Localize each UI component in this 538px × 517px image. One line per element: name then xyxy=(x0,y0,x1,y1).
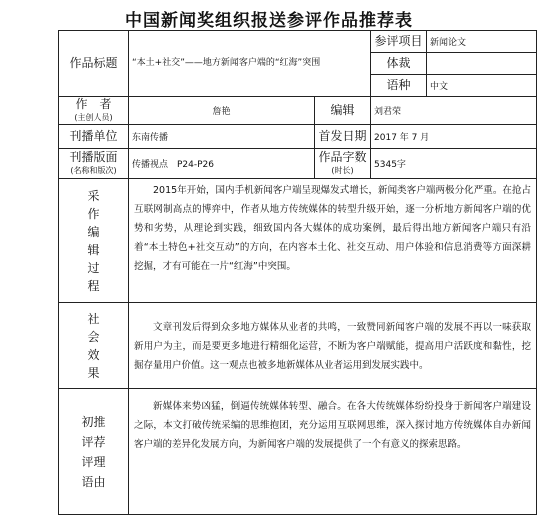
category-label: 参评项目 xyxy=(371,31,427,53)
category-value: 新闻论文 xyxy=(427,31,537,53)
first-date-label: 首发日期 xyxy=(315,125,371,149)
author-value: 詹艳 xyxy=(129,97,315,125)
effect-label-char: 社 xyxy=(87,311,100,326)
review-text: 新媒体来势凶猛，倒逼传统媒体转型、融合。在各大传统媒体纷纷投身于新闻客户端建设之际，本文打破传统采编的思维抱团，充分运用互联网思维，深入探讨地方传统媒体自办新闻客户端的差异化发展方向，为新闻客户端的发展提供了一个有意义的探索思路。 xyxy=(129,389,537,515)
language-value: 中文 xyxy=(427,75,537,97)
title-value: “本土+社交”——地方新闻客户端的“红海”突围 xyxy=(129,31,371,97)
review-label-line: 初推 xyxy=(81,414,106,429)
effect-label-char: 效 xyxy=(87,347,100,362)
effect-label-char: 果 xyxy=(87,365,100,380)
word-count-label: 作品字数 xyxy=(318,149,367,164)
publisher-label: 刊播单位 xyxy=(59,125,129,149)
review-label-line: 评荐 xyxy=(81,434,106,449)
editor-value: 刘君荣 xyxy=(371,97,537,125)
page-value: 传播视点 P24-P26 xyxy=(129,149,315,179)
process-label-char: 编 xyxy=(87,224,100,239)
editor-label: 编辑 xyxy=(315,97,371,125)
effect-label-char: 会 xyxy=(87,329,100,344)
word-count-value: 5345字 xyxy=(371,149,537,179)
process-text: 2015年开始，国内手机新闻客户端呈现爆发式增长，新闻类客户端两极分化严重。在抢占互联网制高点的博弈中，作者从地方传统媒体的转型升级开始，逐一分析地方新闻客户端的优势和劣势，从理论到实践，细致国内各大媒体的成功案例，最后得出地方新闻客户端只有沿着“本土特色+社交互动”的方向，在内容本土化、社交互动、用户体验和信息消费等方面深耕挖掘，才有可能在一片“红海”中突围。 xyxy=(129,179,537,303)
process-label-char: 采 xyxy=(87,188,100,203)
word-count-sub-label: (时长) xyxy=(331,165,354,175)
genre-value xyxy=(427,53,537,75)
publisher-value: 东南传播 xyxy=(129,125,315,149)
recommendation-form xyxy=(58,30,537,515)
effect-label xyxy=(59,303,129,389)
title-label: 作品标题 xyxy=(59,31,129,97)
process-label-char: 过 xyxy=(87,260,100,275)
page-title: 中国新闻奖组织报送参评作品推荐表 xyxy=(125,11,413,31)
process-label-char: 作 xyxy=(87,206,100,221)
author-sub-label: (主创人员) xyxy=(74,112,113,122)
genre-label: 体裁 xyxy=(371,53,427,75)
effect-text: 文章刊发后得到众多地方媒体从业者的共鸣，一致赞同新闻客户端的发展不再以一味获取新用户为主，而是要更多地进行精细化运营，不断为客户端赋能，提高用户活跃度和黏性，挖掘存量用户价值。这一观点也被多地新媒体从业者运用到发展实践中。 xyxy=(129,303,537,389)
process-label-char: 程 xyxy=(87,278,100,293)
process-label xyxy=(59,179,129,303)
page-label-cell xyxy=(59,149,129,179)
page-sub-label: (名称和版次) xyxy=(70,165,117,175)
review-label-line: 评理 xyxy=(81,454,106,469)
review-label xyxy=(59,389,129,515)
word-count-label-cell xyxy=(315,149,371,179)
process-label-char: 辑 xyxy=(87,242,100,257)
first-date-value: 2017 年 7 月 xyxy=(371,125,537,149)
review-label-line: 语由 xyxy=(81,474,106,489)
author-label: 作 者 xyxy=(75,96,112,111)
language-label: 语种 xyxy=(371,75,427,97)
page-label: 刊播版面 xyxy=(69,149,118,164)
author-label-cell xyxy=(59,97,129,125)
